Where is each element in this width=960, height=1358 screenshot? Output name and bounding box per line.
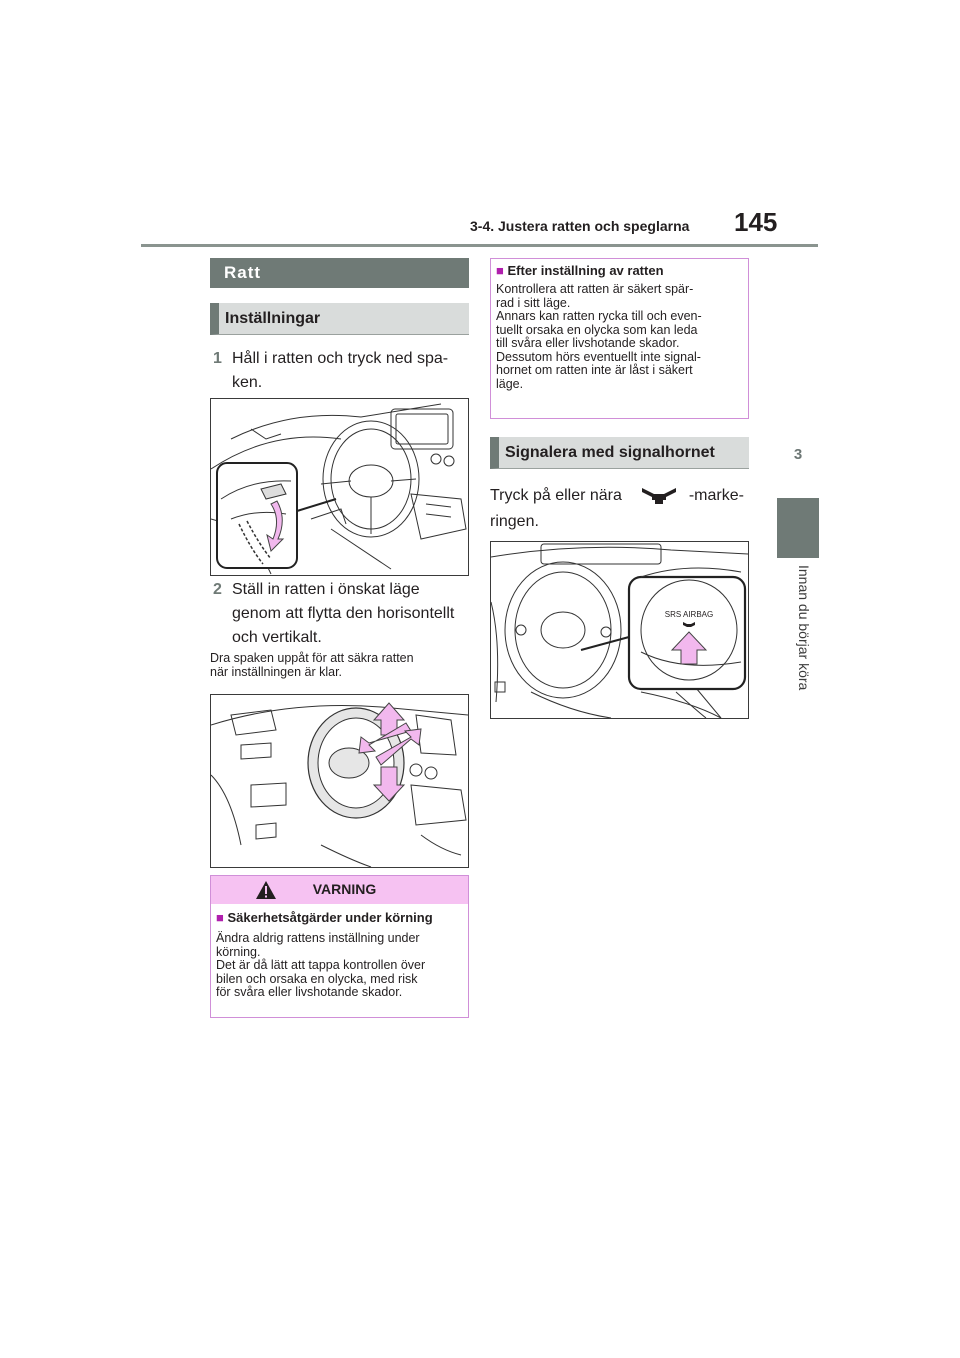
subsection-heading-horn: Signalera med signalhornet [490,437,749,469]
bullet-square-icon: ■ [496,263,504,278]
info-heading-text: Efter inställning av ratten [507,263,664,278]
steering-lever-illustration [211,399,468,575]
step-text: Ställ in ratten i önskat läge [232,581,420,598]
warning-line: körning. [216,944,261,959]
horn-illustration [491,542,748,718]
info-box [490,258,749,419]
figure-horn [490,541,749,719]
note [210,651,472,679]
chapter-title: Innan du börjar köra [796,565,812,691]
warning-heading-text: Säkerhetsåtgärder under körning [227,910,433,925]
header-rule [141,244,818,247]
warning-line: Ändra aldrig rattens inställning under [216,931,420,945]
horn-text-b: -marke- [688,487,744,504]
note-text: när inställningen är klar. [210,665,343,679]
info-line: läge. [496,376,524,391]
step-text: Håll i ratten och tryck ned spa- [232,350,449,367]
bullet-square-icon: ■ [216,910,224,925]
step-text: genom att flytta den horisontellt [232,605,455,622]
warning-line: för svåra eller livshotande skador. [216,985,403,999]
warning-title: VARNING [312,881,377,897]
step-2 [213,578,472,650]
info-line: Kontrollera att ratten är säkert spär- [496,282,694,296]
figure-steering-lever [210,398,469,576]
step-text: och vertikalt. [232,629,322,646]
warning-line: Det är då lätt att tappa kontrollen över [216,958,426,972]
info-heading [496,263,746,279]
warning-box [210,875,469,1018]
page-number: 145 [734,207,778,237]
info-line: Annars kan ratten rycka till och even- [496,309,702,323]
horn-instruction [490,483,760,535]
step-number: 2 [213,581,222,598]
info-line: till svåra eller livshotande skador. [496,336,680,350]
note-text: Dra spaken uppåt för att säkra ratten [210,651,414,665]
warning-line: bilen och orsaka en olycka, med risk [216,971,418,986]
warning-heading [216,910,466,926]
figure-steering-adjust [210,694,469,868]
info-body [496,283,746,391]
section-heading: Ratt [210,258,469,288]
horn-text-a: Tryck på eller nära [490,487,622,504]
chapter-number: 3 [777,410,819,498]
airbag-label: SRS AIRBAG [664,610,714,619]
steering-adjust-illustration [211,695,468,867]
info-line: rad i sitt läge. [496,295,571,310]
chapter-tab [777,498,819,558]
horn-icon [640,486,678,506]
info-line: Dessutom hörs eventuellt inte signal- [496,349,701,364]
warning-body [216,932,466,1000]
info-line: tuellt orsaka en olycka som kan leda [496,322,698,337]
horn-text-c: ringen. [490,513,539,530]
step-1 [213,347,472,395]
step-number: 1 [213,350,222,367]
section-title: 3-4. Justera ratten och speglarna [470,218,690,234]
step-text: ken. [232,374,263,391]
info-line: hornet om ratten inte är låst i säkert [496,363,693,377]
subsection-heading: Inställningar [210,303,469,335]
